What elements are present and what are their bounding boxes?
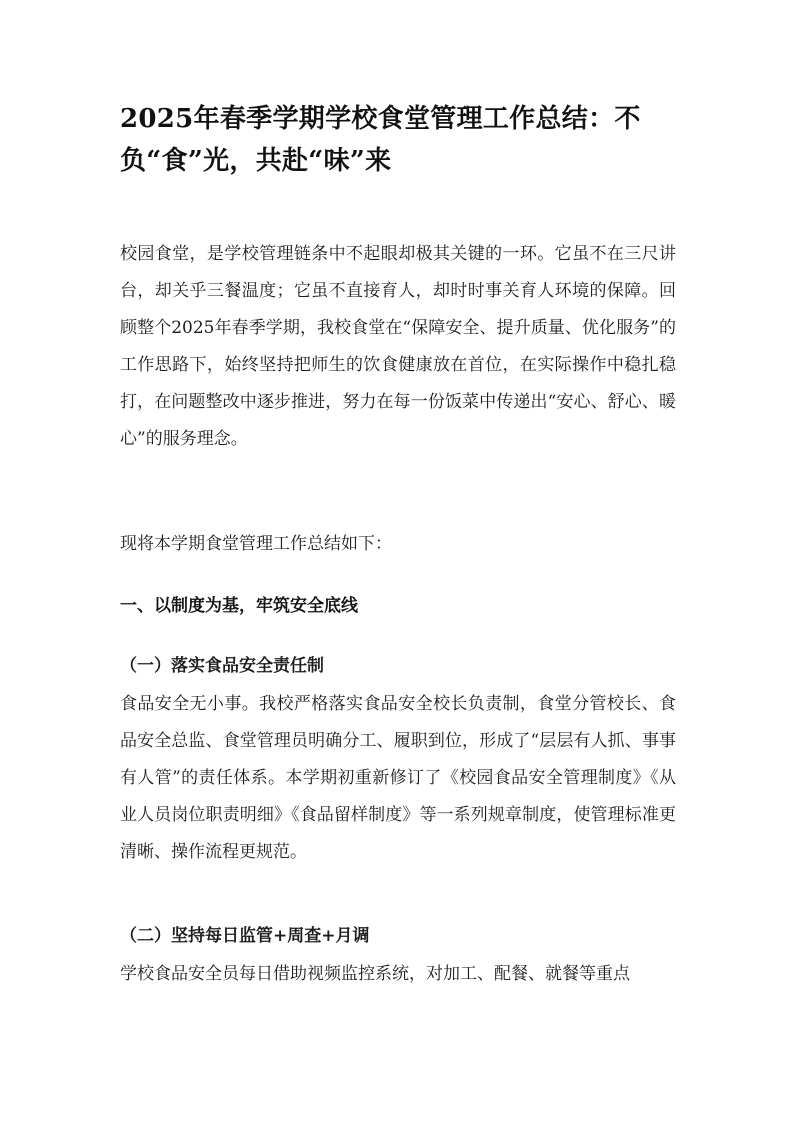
- subsection-body-1-2: 学校食品安全员每日借助视频监控系统，对加工、配餐、就餐等重点: [120, 964, 630, 984]
- lead-in-paragraph: 现将本学期食堂管理工作总结如下：: [120, 534, 392, 554]
- subsection-heading-1-1: （一）落实食品安全责任制: [120, 656, 324, 676]
- subsection-heading-1-2: （二）坚持每日监管+周查+月调: [120, 926, 370, 946]
- intro-paragraph: 校园食堂，是学校管理链条中不起眼却极其关键的一环。它虽不在三尺讲台，却关乎三餐温度；它虽不直接育人，却时时事关育人环境的保障。回顾整个2025年春季学期，我校食堂在“保障安全、提升质量、优化服务”的工作思路下，始终坚持把师生的饮食健康放在首位，在实际操作中稳扎稳打，在问题整改中逐步推进，努力在每一份饭菜中传递出“安心、舒心、暖心”的服务理念。: [120, 244, 676, 449]
- subsection-body-1-1: 食品安全无小事。我校严格落实食品安全校长负责制，食堂分管校长、食品安全总监、食堂管理员明确分工、履职到位，形成了“层层有人抓、事事有人管”的责任体系。本学期初重新修订了《校园食品安全管理制度》《从业人员岗位职责明细》《食品留样制度》等一系列规章制度，使管理标准更清晰、操作流程更规范。: [120, 694, 676, 862]
- section-heading-1: 一、以制度为基，牢筑安全底线: [120, 596, 358, 616]
- document-title: 2025年春季学期学校食堂管理工作总结：不负“食”光，共赴“味”来: [120, 104, 641, 176]
